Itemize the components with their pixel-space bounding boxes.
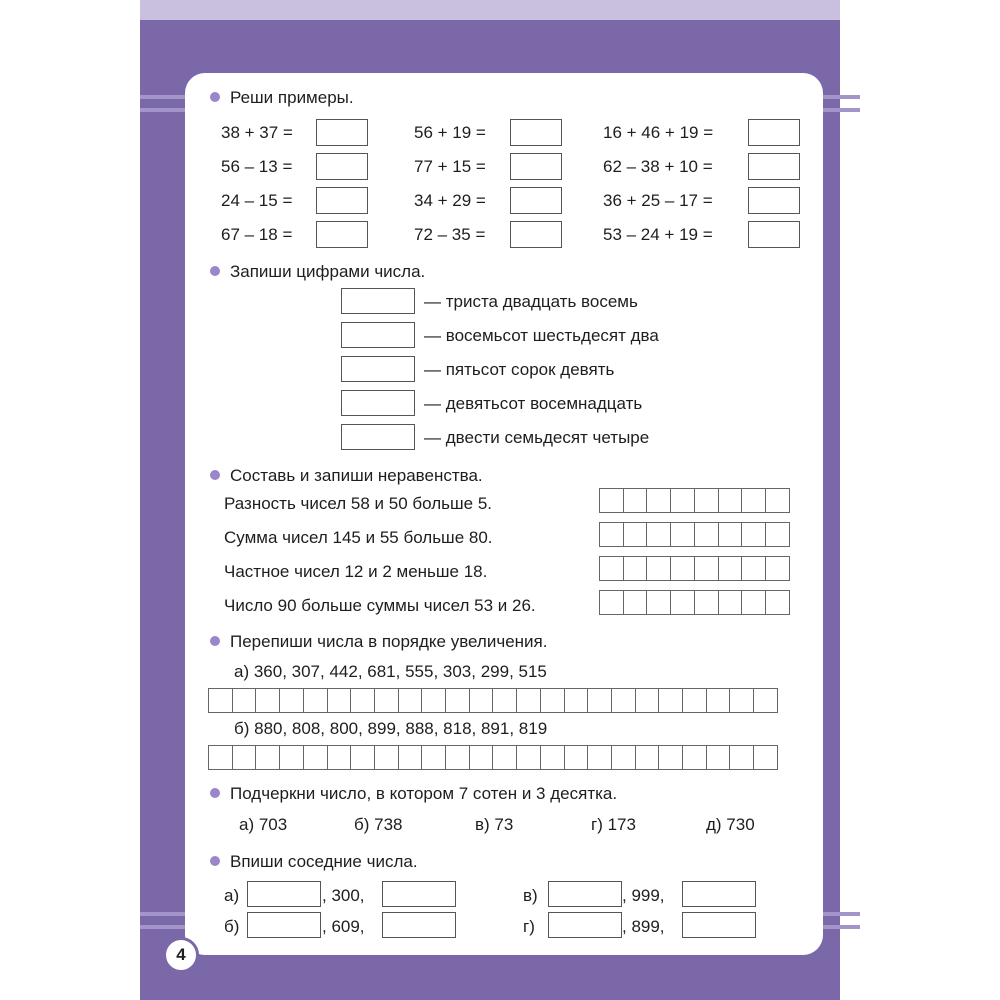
section-title: Впиши соседние числа. bbox=[210, 852, 418, 872]
answer-box[interactable] bbox=[748, 221, 800, 248]
number-words: — двести семьдесят четыре bbox=[424, 428, 650, 447]
answer-box[interactable] bbox=[748, 187, 800, 214]
grid-cell[interactable] bbox=[469, 688, 494, 713]
example: 24 – 15 = bbox=[221, 191, 293, 210]
grid-cell[interactable] bbox=[374, 688, 399, 713]
grid-cell[interactable] bbox=[623, 590, 648, 615]
decor-stripe bbox=[140, 925, 185, 929]
grid-cell[interactable] bbox=[670, 590, 695, 615]
number-words: — девятьсот восемнадцать bbox=[424, 394, 643, 413]
grid-cell[interactable] bbox=[327, 688, 352, 713]
grid-cell[interactable] bbox=[706, 688, 731, 713]
decor-stripe bbox=[140, 95, 185, 99]
answer-box[interactable] bbox=[510, 187, 562, 214]
grid-cell[interactable] bbox=[682, 688, 707, 713]
number-box[interactable] bbox=[341, 424, 415, 450]
grid-cell[interactable] bbox=[670, 522, 695, 547]
grid-cell[interactable] bbox=[670, 488, 695, 513]
neighbor-box[interactable] bbox=[682, 881, 756, 907]
grid-cell[interactable] bbox=[635, 688, 660, 713]
number-words: — пятьсот сорок девять bbox=[424, 360, 615, 379]
grid-cell[interactable] bbox=[255, 745, 280, 770]
grid-cell[interactable] bbox=[706, 745, 731, 770]
bullet-icon bbox=[210, 92, 220, 102]
example: 62 – 38 + 10 = bbox=[603, 157, 713, 176]
answer-box[interactable] bbox=[510, 221, 562, 248]
grid-cell[interactable] bbox=[279, 745, 304, 770]
neighbor-box[interactable] bbox=[382, 881, 456, 907]
grid-cell[interactable] bbox=[599, 488, 624, 513]
inequality-grid[interactable] bbox=[599, 522, 789, 547]
answer-box[interactable] bbox=[316, 153, 368, 180]
grid-cell[interactable] bbox=[765, 590, 790, 615]
section-title: Составь и запиши неравенства. bbox=[210, 466, 483, 486]
answer-box[interactable] bbox=[316, 187, 368, 214]
grid-cell[interactable] bbox=[587, 745, 612, 770]
inequality-task: Сумма чисел 145 и 55 больше 80. bbox=[224, 528, 493, 547]
decor-stripe bbox=[823, 108, 860, 112]
item-label: в) bbox=[523, 886, 538, 905]
grid-cell[interactable] bbox=[765, 488, 790, 513]
bullet-icon bbox=[210, 856, 220, 866]
grid-cell[interactable] bbox=[255, 688, 280, 713]
number-words: — восемьсот шестьдесят два bbox=[424, 326, 659, 345]
grid-cell[interactable] bbox=[741, 522, 766, 547]
grid-cell[interactable] bbox=[611, 745, 636, 770]
answer-box[interactable] bbox=[510, 119, 562, 146]
bullet-icon bbox=[210, 636, 220, 646]
bullet-icon bbox=[210, 470, 220, 480]
grid-cell[interactable] bbox=[658, 745, 683, 770]
grid-cell[interactable] bbox=[729, 688, 754, 713]
grid-cell[interactable] bbox=[540, 688, 565, 713]
answer-box[interactable] bbox=[316, 119, 368, 146]
grid-cell[interactable] bbox=[564, 745, 589, 770]
decor-stripe bbox=[140, 108, 185, 112]
answer-box[interactable] bbox=[748, 119, 800, 146]
number-sequence: б) 880, 808, 800, 899, 888, 818, 891, 819 bbox=[234, 719, 548, 738]
option[interactable]: б) 738 bbox=[354, 815, 403, 834]
number-box[interactable] bbox=[341, 356, 415, 382]
grid-cell[interactable] bbox=[374, 745, 399, 770]
example: 38 + 37 = bbox=[221, 123, 293, 142]
number-words: — триста двадцать восемь bbox=[424, 292, 638, 311]
number-sequence: а) 360, 307, 442, 681, 555, 303, 299, 515 bbox=[234, 662, 547, 681]
grid-cell[interactable] bbox=[646, 488, 671, 513]
given-number: , 999, bbox=[622, 886, 665, 905]
grid-cell[interactable] bbox=[599, 590, 624, 615]
grid-cell[interactable] bbox=[303, 688, 328, 713]
grid-cell[interactable] bbox=[540, 745, 565, 770]
example: 72 – 35 = bbox=[414, 225, 486, 244]
grid-cell[interactable] bbox=[421, 688, 446, 713]
grid-cell[interactable] bbox=[646, 590, 671, 615]
example: 77 + 15 = bbox=[414, 157, 486, 176]
item-label: г) bbox=[523, 917, 535, 936]
example: 56 – 13 = bbox=[221, 157, 293, 176]
item-label: а) bbox=[224, 886, 240, 905]
inequality-task: Разность чисел 58 и 50 больше 5. bbox=[224, 494, 492, 513]
answer-box[interactable] bbox=[316, 221, 368, 248]
section-title: Подчеркни число, в котором 7 сотен и 3 десятка. bbox=[210, 784, 617, 804]
grid-cell[interactable] bbox=[599, 556, 624, 581]
neighbor-box[interactable] bbox=[548, 912, 622, 938]
bullet-icon bbox=[210, 788, 220, 798]
grid-cell[interactable] bbox=[421, 745, 446, 770]
grid-cell[interactable] bbox=[741, 556, 766, 581]
grid-cell[interactable] bbox=[623, 522, 648, 547]
answer-grid[interactable] bbox=[208, 745, 777, 770]
number-box[interactable] bbox=[341, 322, 415, 348]
grid-cell[interactable] bbox=[445, 745, 470, 770]
grid-cell[interactable] bbox=[741, 488, 766, 513]
grid-cell[interactable] bbox=[232, 745, 257, 770]
neighbor-box[interactable] bbox=[247, 912, 321, 938]
decor-stripe bbox=[823, 925, 860, 929]
inequality-grid[interactable] bbox=[599, 488, 789, 513]
grid-cell[interactable] bbox=[718, 522, 743, 547]
top-strip bbox=[140, 0, 840, 20]
item-label: б) bbox=[224, 917, 240, 936]
bullet-icon bbox=[210, 266, 220, 276]
grid-cell[interactable] bbox=[718, 590, 743, 615]
grid-cell[interactable] bbox=[646, 556, 671, 581]
grid-cell[interactable] bbox=[694, 590, 719, 615]
grid-cell[interactable] bbox=[208, 688, 233, 713]
option[interactable]: д) 730 bbox=[706, 815, 755, 834]
grid-cell[interactable] bbox=[753, 745, 778, 770]
number-box[interactable] bbox=[341, 288, 415, 314]
decor-stripe bbox=[823, 912, 860, 916]
section-title: Реши примеры. bbox=[210, 88, 354, 108]
grid-cell[interactable] bbox=[516, 688, 541, 713]
grid-cell[interactable] bbox=[208, 745, 233, 770]
neighbor-box[interactable] bbox=[682, 912, 756, 938]
inequality-task: Частное чисел 12 и 2 меньше 18. bbox=[224, 562, 488, 581]
grid-cell[interactable] bbox=[587, 688, 612, 713]
grid-cell[interactable] bbox=[303, 745, 328, 770]
grid-cell[interactable] bbox=[718, 488, 743, 513]
grid-cell[interactable] bbox=[658, 688, 683, 713]
answer-grid[interactable] bbox=[208, 688, 777, 713]
grid-cell[interactable] bbox=[350, 688, 375, 713]
example: 67 – 18 = bbox=[221, 225, 293, 244]
neighbor-box[interactable] bbox=[382, 912, 456, 938]
inequality-task: Число 90 больше суммы чисел 53 и 26. bbox=[224, 596, 536, 615]
answer-box[interactable] bbox=[510, 153, 562, 180]
example: 16 + 46 + 19 = bbox=[603, 123, 714, 142]
grid-cell[interactable] bbox=[623, 556, 648, 581]
grid-cell[interactable] bbox=[729, 745, 754, 770]
given-number: , 899, bbox=[622, 917, 665, 936]
grid-cell[interactable] bbox=[492, 745, 517, 770]
example: 56 + 19 = bbox=[414, 123, 486, 142]
given-number: , 300, bbox=[322, 886, 365, 905]
decor-stripe bbox=[823, 95, 860, 99]
option[interactable]: в) 73 bbox=[475, 815, 514, 834]
grid-cell[interactable] bbox=[765, 556, 790, 581]
neighbor-box[interactable] bbox=[247, 881, 321, 907]
grid-cell[interactable] bbox=[327, 745, 352, 770]
grid-cell[interactable] bbox=[398, 688, 423, 713]
grid-cell[interactable] bbox=[469, 745, 494, 770]
page-number: 4 bbox=[163, 937, 199, 973]
inequality-grid[interactable] bbox=[599, 590, 789, 615]
grid-cell[interactable] bbox=[694, 522, 719, 547]
grid-cell[interactable] bbox=[646, 522, 671, 547]
number-box[interactable] bbox=[341, 390, 415, 416]
inequality-grid[interactable] bbox=[599, 556, 789, 581]
example: 53 – 24 + 19 = bbox=[603, 225, 713, 244]
decor-stripe bbox=[140, 912, 185, 916]
grid-cell[interactable] bbox=[682, 745, 707, 770]
grid-cell[interactable] bbox=[492, 688, 517, 713]
neighbor-box[interactable] bbox=[548, 881, 622, 907]
grid-cell[interactable] bbox=[623, 488, 648, 513]
grid-cell[interactable] bbox=[564, 688, 589, 713]
grid-cell[interactable] bbox=[232, 688, 257, 713]
section-title: Запиши цифрами числа. bbox=[210, 262, 425, 282]
grid-cell[interactable] bbox=[718, 556, 743, 581]
grid-cell[interactable] bbox=[694, 556, 719, 581]
grid-cell[interactable] bbox=[445, 688, 470, 713]
grid-cell[interactable] bbox=[670, 556, 695, 581]
grid-cell[interactable] bbox=[765, 522, 790, 547]
option[interactable]: а) 703 bbox=[239, 815, 288, 834]
grid-cell[interactable] bbox=[350, 745, 375, 770]
grid-cell[interactable] bbox=[611, 688, 636, 713]
section-title: Перепиши числа в порядке увеличения. bbox=[210, 632, 547, 652]
example: 34 + 29 = bbox=[414, 191, 486, 210]
grid-cell[interactable] bbox=[635, 745, 660, 770]
grid-cell[interactable] bbox=[753, 688, 778, 713]
option[interactable]: г) 173 bbox=[591, 815, 636, 834]
example: 36 + 25 – 17 = bbox=[603, 191, 713, 210]
given-number: , 609, bbox=[322, 917, 365, 936]
grid-cell[interactable] bbox=[741, 590, 766, 615]
grid-cell[interactable] bbox=[694, 488, 719, 513]
grid-cell[interactable] bbox=[279, 688, 304, 713]
grid-cell[interactable] bbox=[398, 745, 423, 770]
grid-cell[interactable] bbox=[516, 745, 541, 770]
grid-cell[interactable] bbox=[599, 522, 624, 547]
answer-box[interactable] bbox=[748, 153, 800, 180]
